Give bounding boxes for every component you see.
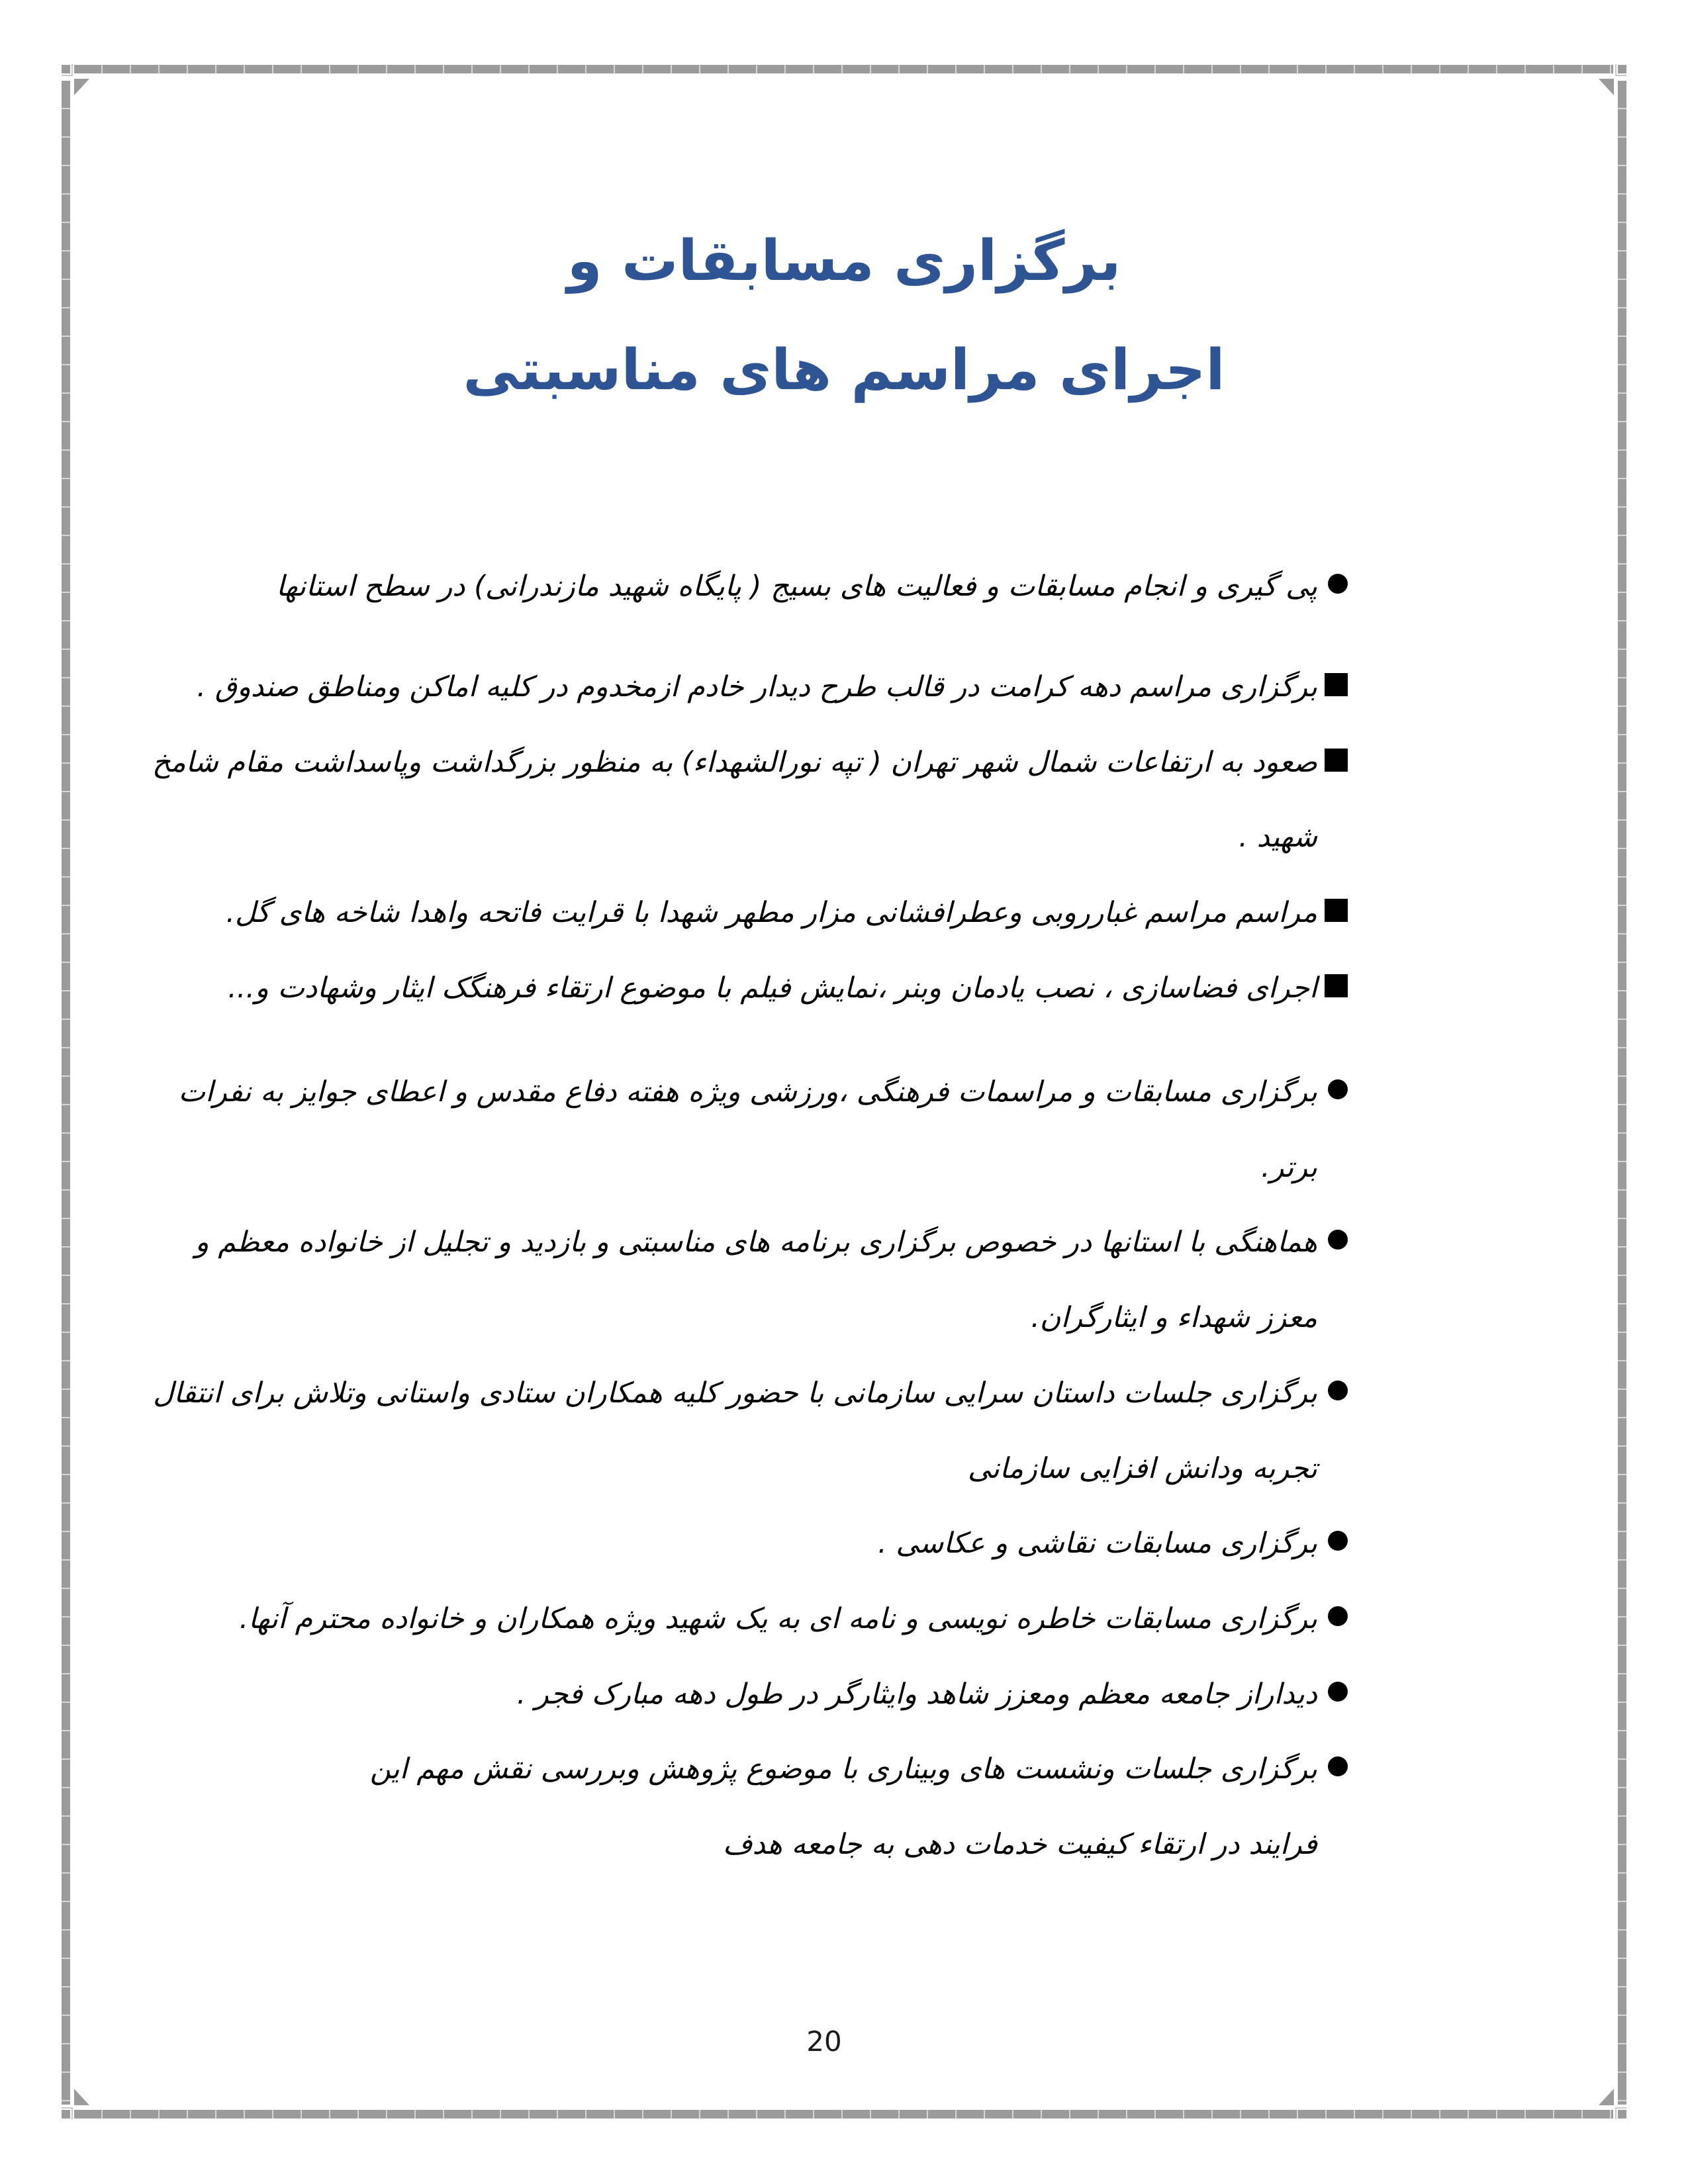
bullet-circle-icon (1328, 1531, 1348, 1551)
bullet-circle-icon (1328, 1079, 1348, 1099)
list-item-continuation: شهید . (1239, 821, 1317, 854)
bullet-square-icon (1325, 899, 1348, 922)
border-corner-accent (1615, 2107, 1626, 2109)
border-corner-triangle-icon (74, 79, 89, 95)
list-item: اجرای فضاسازی ، نصب یادمان وبنر ،نمایش فیلم با موضوع ارتقاء فرهنگک ایثار وشهادت و... (228, 972, 1317, 1005)
border-corner-accent (71, 2107, 73, 2119)
bullet-square-icon (1325, 673, 1348, 696)
list-item-continuation: تجربه ودانش افزایی سازمانی (968, 1452, 1317, 1485)
list-item-continuation: فرایند در ارتقاء کیفیت خدمات دهی به جامعه هدف (723, 1828, 1317, 1861)
list-item: صعود به ارتفاعات شمال شهر تهران ( تپه نورالشهداء) به منظور بزرگداشت وپاسداشت مقام شامخ (152, 746, 1317, 779)
border-corner-accent (62, 2107, 73, 2109)
list-item: برگزاری مراسم دهه کرامت در قالب طرح دیدار خادم ازمخدوم در کلیه اماکن ومناطق صندوق . (197, 670, 1317, 704)
page-number: 20 (806, 2025, 842, 2058)
border-corner-accent (1615, 2107, 1617, 2119)
border-corner-accent (62, 75, 73, 76)
list-item: مراسم مراسم غبارروبی وعطرافشانی مزار مطهر شهدا با قرایت فاتحه واهدا شاخه های گل. (226, 896, 1317, 929)
bullet-circle-icon (1328, 1230, 1348, 1250)
bullet-circle-icon (1328, 574, 1348, 594)
bullet-circle-icon (1328, 1381, 1348, 1400)
border-corner-triangle-icon (1599, 2089, 1614, 2105)
border-corner-square-icon (62, 65, 70, 73)
bullet-square-icon (1325, 749, 1348, 772)
border-corner-square-icon (1618, 2110, 1626, 2118)
border-bottom-bar (74, 2110, 1613, 2118)
list-item: برگزاری مسابقات و مراسمات فرهنگی ،ورزشی ویژه هفته دفاع مقدس و اعطای جوایز به نفرات (178, 1075, 1317, 1109)
page-title-line-1: برگزاری مسابقات و (567, 228, 1121, 294)
bullet-square-icon (1325, 974, 1348, 997)
border-corner-square-icon (1618, 65, 1626, 73)
list-item: برگزاری جلسات ونشست های وبیناری با موضوع پژوهش وبررسی نقش مهم این (369, 1752, 1317, 1786)
border-top-bar (74, 65, 1613, 73)
bullet-circle-icon (1328, 1682, 1348, 1702)
border-corner-accent (1615, 75, 1626, 76)
list-item: برگزاری مسابقات نقاشی و عکاسی . (878, 1527, 1317, 1560)
list-item-continuation: برتر. (1260, 1151, 1317, 1184)
list-item: هماهنگی با استانها در خصوص برگزاری برنامه های مناسبتی و بازدید و تجلیل از خانواده معظم و (195, 1226, 1317, 1259)
border-corner-square-icon (62, 2110, 70, 2118)
list-item-continuation: معزز شهداء و ایثارگران. (1031, 1301, 1317, 1334)
border-corner-triangle-icon (1599, 79, 1614, 95)
border-corner-triangle-icon (74, 2089, 89, 2105)
bullet-circle-icon (1328, 1606, 1348, 1626)
list-item: پی گیری و انجام مسابقات و فعالیت های بسیج ( پایگاه شهید مازندرانی) در سطح استانها (276, 570, 1317, 603)
page-title-line-2: اجرای مراسم های مناسبتی (463, 338, 1225, 403)
list-item: برگزاری مسابقات خاطره نویسی و نامه ای به یک شهید ویژه همکاران و خانواده محترم آنها. (239, 1602, 1317, 1635)
list-item: دیداراز جامعه معظم ومعزز شاهد وایثارگر در طول دهه مبارک فجر . (516, 1678, 1317, 1711)
bullet-circle-icon (1328, 1756, 1348, 1776)
list-item: برگزاری جلسات داستان سرایی سازمانی با حضور کلیه همکاران ستادی واستانی وتلاش برای انتقال (153, 1377, 1317, 1410)
